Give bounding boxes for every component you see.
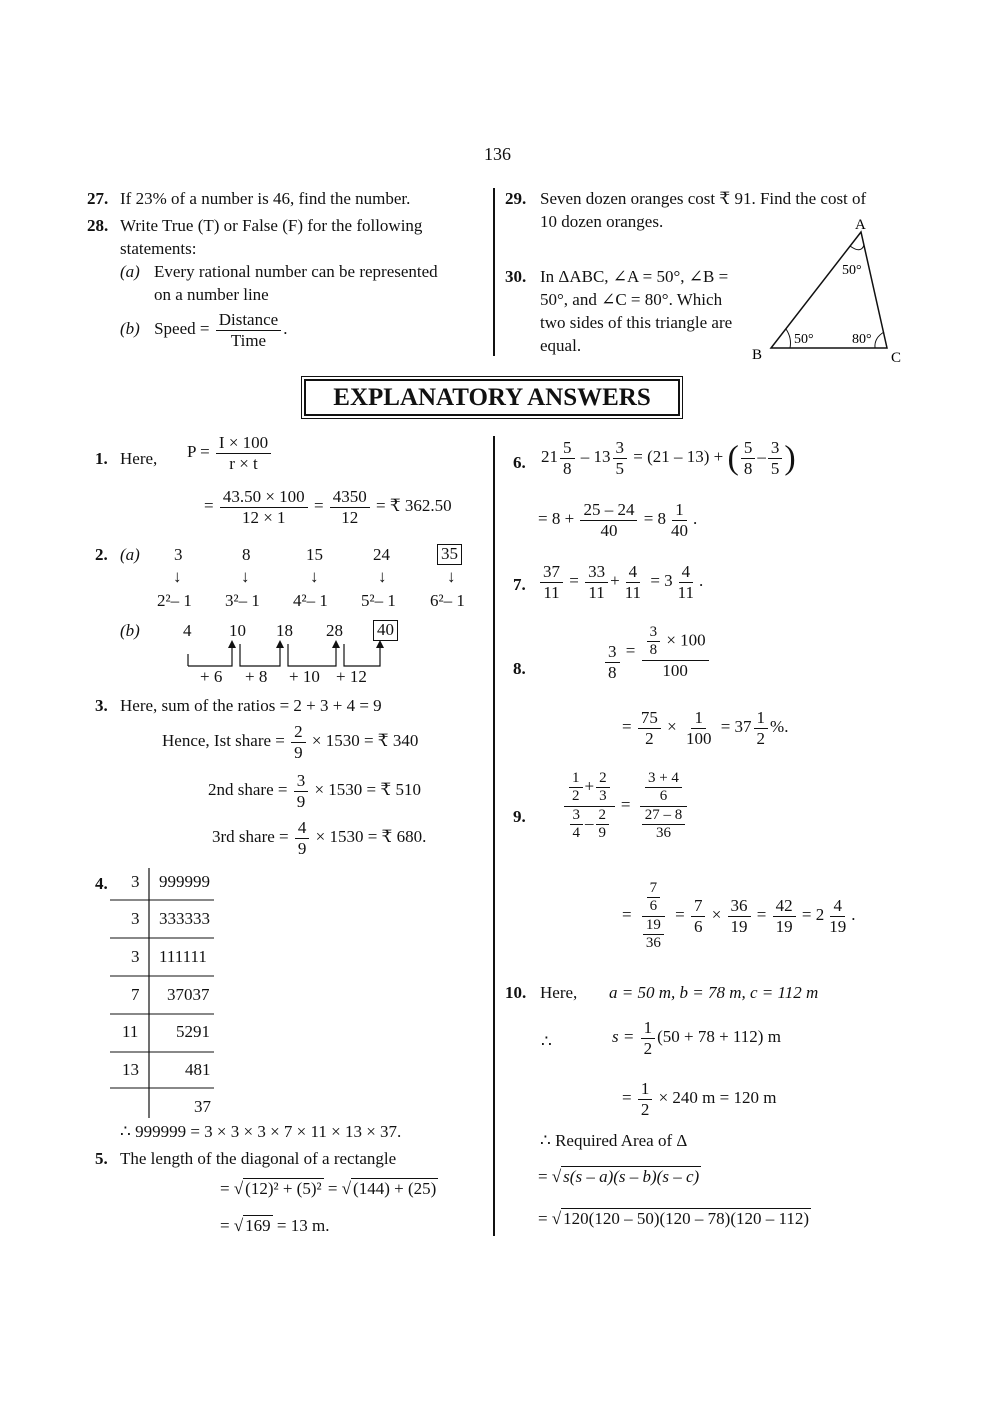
a6-frac2: [613, 438, 628, 478]
a3-s3-d: 9: [297, 838, 307, 858]
a9-f-e: [570, 807, 584, 843]
a10-heron-sqrt: s(s – a)(s – b)(s – c): [563, 1167, 700, 1186]
a2a-rule-3: 4²– 1: [293, 591, 328, 610]
a2b-term-1: 4: [183, 621, 192, 640]
a2-number: 2.: [95, 545, 108, 564]
a2a-arrow-2: ↓: [241, 567, 250, 586]
a9-line1: $\frac{1}{2}$ + $\frac{2}{3}$ $\frac{3}{4}$ – $\frac{2}{9}$ = $\frac{\frac{3 + 4}{6}}{\frac{27 - 8}{36}}$: [562, 770, 692, 842]
a9-d: 3: [599, 788, 607, 805]
q30-text-line3: two sides of this triangle are: [540, 313, 733, 332]
a8-w: = 37: [720, 716, 752, 736]
a1-f3n: 4350: [330, 487, 370, 508]
a3-s2-rest: × 1530 = ₹ 510: [314, 779, 421, 799]
a9-l2-bot-d: 36: [645, 934, 661, 951]
a4-quotient-7: 37: [194, 1097, 211, 1116]
a1-frac1: [216, 433, 271, 473]
a4-quotient-5: 5291: [176, 1022, 210, 1041]
a9-rhs: [637, 770, 691, 842]
a8-lhs: [605, 642, 620, 682]
a2a-arrow-1: ↓: [173, 567, 182, 586]
a10-heron-line1: = √ s(s – a)(s – b)(s – c): [538, 1167, 700, 1186]
a1-frac2: [220, 487, 308, 527]
a6-pn2: 3: [768, 438, 783, 459]
a3-s1-n: 2: [291, 722, 306, 743]
q29-text-line2: 10 dozen oranges.: [540, 212, 664, 231]
q28b-den: Time: [230, 330, 267, 350]
a9-b: 2: [596, 770, 610, 788]
a3-s2-d: 9: [296, 791, 306, 811]
a8-lhs-d: 8: [608, 662, 617, 682]
a2a-rule-1: 2²– 1: [157, 591, 192, 610]
a3-s3-n: 4: [295, 818, 310, 839]
q28a-label: (a): [120, 262, 140, 281]
top-column-divider: [493, 188, 495, 356]
a10-half-n: 1: [641, 1018, 656, 1039]
a9-lhs-num: $\frac{1}{2}$ + $\frac{2}{3}$: [564, 770, 615, 807]
a8-pct: %.: [770, 716, 789, 736]
a6-line1: 21 $\frac{5}{8}$ – 13 $\frac{3}{5}$ = (21 – 13) + ( $\frac{5}{8}$ – $\frac{3}{5}$ ): [541, 438, 796, 478]
a10-heron-line2: = √ 120(120 – 50)(120 – 78)(120 – 112): [538, 1209, 810, 1228]
vertex-b: B: [752, 347, 763, 363]
a10-half2-d: 2: [640, 1099, 650, 1119]
a2a-term-3: 15: [306, 545, 323, 564]
a4-quotient-4: 37037: [167, 985, 210, 1004]
a1-f2d: 12 × 1: [241, 507, 286, 527]
a10-heron2-sqrt: 120(120 – 50)(120 – 78)(120 – 112): [563, 1209, 810, 1228]
a7-frac1: [540, 562, 563, 602]
a10-s-rest: (50 + 78 + 112) m: [657, 1026, 781, 1046]
triangle-diagram: [750, 212, 910, 372]
a8-rf1: [638, 708, 661, 748]
a6-frac1: [560, 438, 575, 478]
a10-lead: Here,: [540, 983, 578, 1002]
triangle-shape: [771, 232, 887, 348]
a3-s3-rest: × 1530 = ₹ 680.: [315, 826, 427, 846]
a2a-label: (a): [120, 545, 140, 564]
a3-text: Here, sum of the ratios = 2 + 3 + 4 = 9: [120, 696, 382, 715]
a4-divisor-4: 7: [131, 985, 140, 1004]
answers-column-divider: [493, 436, 495, 1236]
a3-share-2: 2nd share = $\frac{3}{9}$ × 1530 = ₹ 510: [208, 771, 421, 811]
a9-t2d: 19: [730, 916, 748, 936]
q30-number: 30.: [505, 267, 527, 286]
a2a-arrow-3: ↓: [310, 567, 319, 586]
a9-t1n: 7: [691, 896, 706, 917]
a10-half2-n: 1: [638, 1079, 653, 1100]
a9-t1: [691, 896, 706, 936]
q28b-speed: Speed =: [154, 318, 210, 338]
a1-p: P =: [187, 441, 210, 461]
a4-divisor-6: 13: [122, 1060, 139, 1079]
a2a-term-2: 8: [242, 545, 251, 564]
q28b-num: Distance: [216, 310, 281, 331]
a9-lhs-den: $\frac{3}{4}$ – $\frac{2}{9}$: [565, 807, 615, 843]
a6-pd2: 5: [770, 458, 780, 478]
a8-lhs-n: 3: [605, 642, 620, 663]
a2b-label: (b): [120, 621, 140, 640]
a1-f1d: r × t: [229, 453, 258, 473]
a4-conclusion: ∴ 999999 = 3 × 3 × 3 × 7 × 11 × 13 × 37.: [120, 1122, 402, 1141]
q28b-fraction: [216, 310, 281, 350]
a7-n1: 37: [540, 562, 563, 583]
a6-mid: = (21 – 13) +: [633, 446, 724, 466]
a8-rd2: 100: [685, 728, 712, 748]
a5-number: 5.: [95, 1149, 108, 1168]
a9-line2: = $\frac{\frac{7}{6}}{\frac{19}{36}}$ = $\frac{7}{6}$ × $\frac{36}{19}$ = $\frac{42}{19}$ = 2 $\frac{4}{19}$ .: [622, 880, 856, 951]
a3-s1-label: Hence, Ist share: [162, 730, 272, 750]
a6-w1: 21: [541, 446, 558, 466]
a9-rhs-num: [640, 770, 687, 807]
angle-b-label: 50°: [794, 332, 814, 347]
a6-l2a: = 8 +: [538, 508, 575, 528]
q28b-label: (b): [120, 318, 140, 338]
q29-text-line1: Seven dozen oranges cost ₹ 91. Find the cost of: [540, 189, 867, 208]
a6-n2: 3: [613, 438, 628, 459]
a8-rfd: 2: [756, 728, 766, 748]
a6-pfrac2: [768, 438, 783, 478]
a3-s1-d: 9: [294, 742, 303, 762]
a2b-term-4: 28: [326, 621, 343, 640]
a2b-term-5-boxed: 40: [373, 620, 398, 641]
a9-rhs-den: [637, 807, 691, 843]
angle-c-label: 80°: [852, 332, 872, 347]
a2b-term-3: 18: [276, 621, 293, 640]
a1-lead: Here,: [120, 449, 158, 468]
a7-d3: 11: [624, 582, 642, 602]
a8-number: 8.: [513, 659, 526, 678]
a8-rn2: 1: [691, 708, 706, 729]
a3-s2-n: 3: [294, 771, 309, 792]
a9-rn: 3 + 4: [645, 770, 682, 788]
q28-number: 28.: [87, 216, 109, 235]
a4-divisor-3: 3: [131, 947, 140, 966]
a10-half: [641, 1018, 656, 1058]
a3-s1-frac: [291, 722, 306, 762]
a6-pn1: 5: [741, 438, 756, 459]
a2a-rule-4: 5²– 1: [361, 591, 396, 610]
q28b: (b) Speed = $\frac{\text{Distance}}{\text{Time}}$ .: [120, 310, 288, 350]
a8-complex-num: [642, 624, 709, 661]
a6-d1: 8: [563, 458, 572, 478]
a8-rn1: 75: [638, 708, 661, 729]
a7-d1: 11: [543, 582, 560, 602]
a7-line: $\frac{37}{11}$ = $\frac{33}{11}$ + $\frac{4}{11}$ = 3 $\frac{4}{11}$ .: [538, 562, 703, 602]
a10-s2-rest: × 240 m = 120 m: [658, 1087, 777, 1107]
a10-sides: a = 50 m, b = 78 m, c = 112 m: [609, 983, 819, 1002]
a2b-diff-4: + 12: [336, 667, 367, 686]
a2a-arrow-4: ↓: [378, 567, 387, 586]
a1-frac3: [330, 487, 370, 527]
a2b-diff-1: + 6: [200, 667, 223, 686]
a2a-rule-2: 3²– 1: [225, 591, 260, 610]
a3-s2-frac: [294, 771, 309, 811]
a9-t3: [773, 896, 796, 936]
q30-text-line2: 50°, and ∠C = 80°. Which: [540, 290, 723, 309]
a7-d2: 11: [588, 582, 605, 602]
angle-arc-c: [875, 332, 884, 348]
a4-quotient-1: 999999: [159, 872, 210, 891]
a9-e: 3: [570, 807, 584, 825]
a4-quotient-3: 111111: [159, 947, 207, 966]
a10-s-lhs: s =: [612, 1026, 635, 1046]
a9-rhs-bot: [642, 807, 686, 843]
page-number: 136: [484, 144, 511, 164]
a9-t4n: 4: [830, 896, 845, 917]
a6-w2: 13: [593, 446, 611, 466]
explanatory-answers-heading: EXPLANATORY ANSWERS: [304, 379, 680, 416]
a8-rf3: [754, 708, 769, 748]
a9-l2-den: [638, 917, 669, 953]
a5-sqrt-1: (12)² + (5)²: [245, 1179, 322, 1198]
a6-l2-frac2: [668, 500, 691, 540]
a9-rhs-top: [645, 770, 682, 806]
a7-d4: 11: [677, 582, 695, 602]
a9-l2-top-d: 6: [649, 898, 658, 915]
a4-divisor-1: 3: [131, 872, 140, 891]
a9-a: 1: [569, 770, 583, 788]
a6-l2b: = 8: [643, 508, 667, 528]
a8-in-n: 3: [647, 624, 661, 642]
a9-c: 2: [572, 788, 580, 805]
a2a-term-1: 3: [174, 545, 183, 564]
a1-result: = ₹ 362.50: [376, 495, 452, 515]
a2a-arrow-5: ↓: [447, 567, 456, 586]
a9-t2: [728, 896, 751, 936]
a2b-diff-2: + 8: [245, 667, 268, 686]
a1-f2n: 43.50 × 100: [220, 487, 308, 508]
a4-divisor-2: 3: [131, 909, 140, 928]
a6-l2fd: 40: [671, 520, 689, 540]
a4-quotient-6: 481: [185, 1060, 211, 1079]
a6-l2-frac: [580, 500, 637, 540]
a6-pd1: 8: [743, 458, 753, 478]
a1-number: 1.: [95, 449, 108, 468]
q27-number: 27.: [87, 189, 109, 208]
a7-n3: 4: [626, 562, 641, 583]
a8-in-d: 8: [649, 642, 658, 659]
a9-t4d: 19: [829, 916, 847, 936]
a9-l2-num: [642, 880, 666, 917]
a9-lhs: [564, 770, 615, 842]
a2b-difference-brackets: [180, 640, 400, 670]
a10-half-d: 2: [643, 1038, 653, 1058]
a9-rn2: 6: [659, 788, 668, 805]
a7-w: = 3: [650, 570, 673, 590]
a3-s3-label: 3rd share: [212, 826, 275, 846]
a8-rfn: 1: [754, 708, 769, 729]
a4-quotient-2: 333333: [159, 909, 210, 928]
a9-l2-top-n: 7: [647, 880, 661, 898]
a9-h: 9: [598, 824, 607, 841]
q28-text-line1: Write True (T) or False (F) for the following: [120, 216, 423, 235]
a2a-rule-5: 6²– 1: [430, 591, 465, 610]
q28a-text-line2: on a number line: [154, 285, 269, 304]
a8-rd1: 2: [645, 728, 654, 748]
a2b-diff-3: + 10: [289, 667, 320, 686]
a8-in-rest: × 100: [666, 630, 706, 650]
a9-l2-bot-n: 19: [643, 917, 664, 935]
vertex-a: A: [855, 217, 866, 233]
q28a-text-line1: Every rational number can be represented: [154, 262, 438, 281]
a7-frac2: [585, 562, 608, 602]
q27-text: If 23% of a number is 46, find the number.: [120, 189, 411, 208]
a2a-term-5-boxed: 35: [437, 544, 462, 565]
a6-d2: 5: [615, 458, 624, 478]
q29-number: 29.: [505, 189, 527, 208]
a9-t3n: 42: [773, 896, 796, 917]
a9-rd: 27 – 8: [642, 807, 686, 825]
a9-l2-top: [647, 880, 661, 916]
a2b-term-2: 10: [229, 621, 246, 640]
a5-text: The length of the diagonal of a rectangle: [120, 1149, 397, 1168]
a6-l2fn: 1: [672, 500, 687, 521]
a8-inner-frac: [647, 624, 661, 660]
a5-line2: = √ 169 = 13 m.: [220, 1216, 330, 1235]
a1-line2: = $\frac{43.50 \times 100}{12 \times 1}$ = $\frac{4350}{12}$ = ₹ 362.50: [204, 487, 452, 527]
a5-sqrt-3: 169: [245, 1216, 271, 1235]
a9-t2n: 36: [728, 896, 751, 917]
a9-g: 4: [572, 824, 581, 841]
a1-line1: [187, 433, 273, 473]
q30-text-line1: In ΔABC, ∠A = 50°, ∠B =: [540, 267, 729, 286]
a4-divisor-5: 11: [122, 1022, 139, 1041]
a10-half2: [638, 1079, 653, 1119]
a10-s-line2: = $\frac{1}{2}$ × 240 m = 120 m: [622, 1079, 777, 1119]
a8-complex-frac: [642, 624, 709, 680]
a9-f-a: [569, 770, 583, 806]
a6-l2n: 25 – 24: [580, 500, 637, 521]
a9-l2-complex: [638, 880, 669, 952]
a10-therefore: ∴: [541, 1032, 552, 1051]
a1-f3d: 12: [341, 507, 359, 527]
a5-result: = 13 m.: [276, 1216, 330, 1235]
a3-share-1: Hence, Ist share = $\frac{2}{9}$ × 1530 = ₹ 340: [162, 722, 419, 762]
a9-rd2: 36: [655, 824, 671, 841]
a10-number: 10.: [505, 983, 527, 1002]
a1-f1n: I × 100: [216, 433, 271, 454]
a7-number: 7.: [513, 575, 526, 594]
a3-s2-label: 2nd share: [208, 779, 274, 799]
angle-arc-b: [786, 329, 791, 348]
a6-l2d: 40: [600, 520, 618, 540]
a9-f-f: [596, 807, 610, 843]
a6-number: 6.: [513, 453, 526, 472]
a8-line1: $\frac{3}{8}$ = $\frac{3}{8}$ × 100 100: [603, 622, 711, 682]
a9-t4: [826, 896, 849, 936]
q30-text-line4: equal.: [540, 336, 582, 355]
a10-s-line1: [612, 1018, 781, 1058]
a9-f: 2: [596, 807, 610, 825]
a5-sqrt-2: (144) + (25): [353, 1179, 437, 1198]
a9-w: = 2: [801, 904, 825, 924]
a3-s1-rest: × 1530 = ₹ 340: [311, 730, 419, 750]
a3-share-3: 3rd share = $\frac{4}{9}$ × 1530 = ₹ 680.: [212, 818, 427, 858]
a6-n1: 5: [560, 438, 575, 459]
a9-f-b: [596, 770, 610, 806]
a7-n2: 33: [585, 562, 608, 583]
a7-frac3: [622, 562, 644, 602]
a8-rf2: [683, 708, 715, 748]
a10-area-text: ∴ Required Area of Δ: [540, 1131, 688, 1150]
a3-s3-frac: [295, 818, 310, 858]
a6-pfrac1: [741, 438, 756, 478]
a6-line2: = 8 + $\frac{25 - 24}{40}$ = 8 $\frac{1}{40}$ .: [538, 500, 698, 540]
angle-arc-a: [850, 245, 864, 250]
a2a-term-4: 24: [373, 545, 390, 564]
a7-frac4: [675, 562, 697, 602]
a8-den: 100: [662, 660, 688, 680]
a9-t1d: 6: [693, 916, 703, 936]
q28-text-line2: statements:: [120, 239, 197, 258]
a7-n4: 4: [679, 562, 694, 583]
a9-t3d: 19: [775, 916, 793, 936]
a9-number: 9.: [513, 807, 526, 826]
a8-line2: = $\frac{75}{2}$ × $\frac{1}{100}$ = 37 $\frac{1}{2}$ %.: [622, 708, 789, 748]
vertex-c: C: [891, 350, 902, 366]
a5-line1: = √ (12)² + (5)² = √ (144) + (25): [220, 1179, 437, 1198]
a9-l2-bot: [643, 917, 664, 953]
a4-number: 4.: [95, 874, 108, 893]
angle-a-label: 50°: [842, 263, 862, 278]
a3-number: 3.: [95, 696, 108, 715]
